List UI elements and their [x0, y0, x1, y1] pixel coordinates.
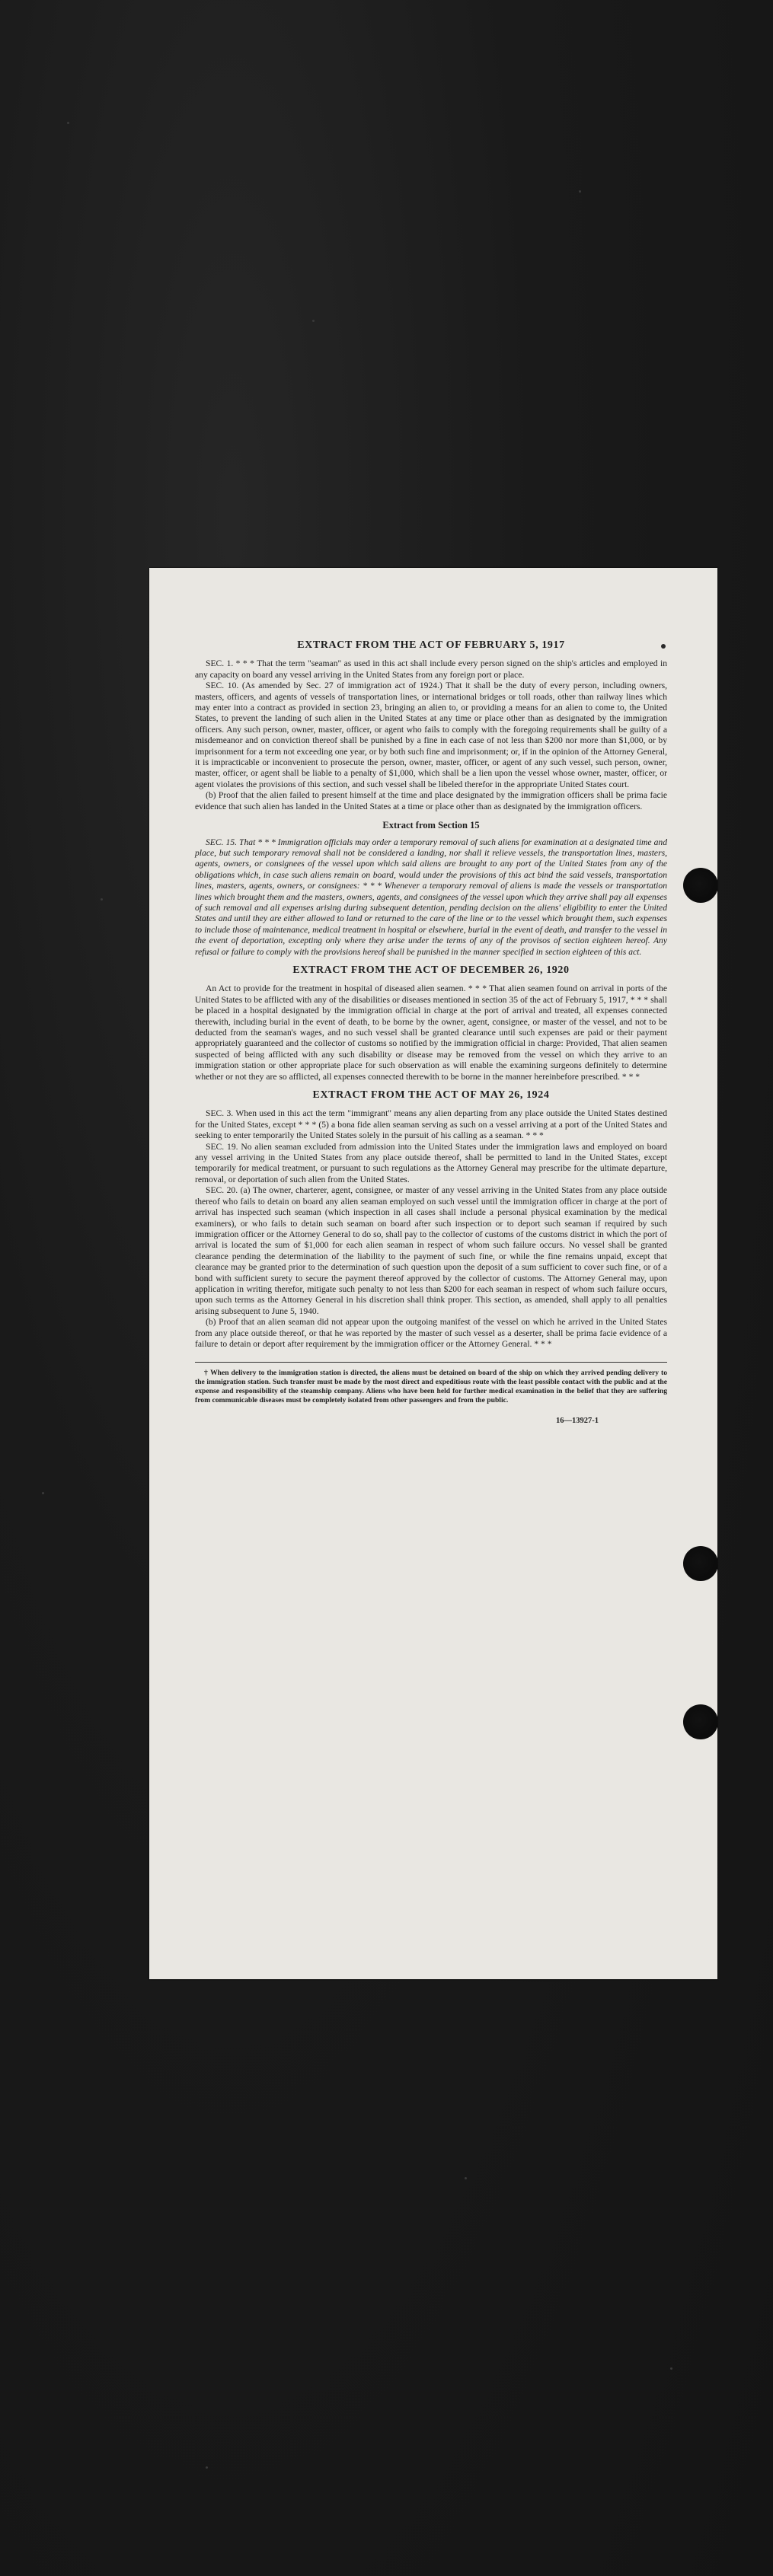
- footnote-divider: [195, 1362, 667, 1363]
- dust-speck: [579, 190, 581, 193]
- heading-act-1920: EXTRACT FROM THE ACT OF DECEMBER 26, 1920: [292, 964, 570, 976]
- heading-section-15: Extract from Section 15: [382, 820, 480, 831]
- paragraph: SEC. 20. (a) The owner, charterer, agent, consignee, or master of any vessel arriving in the United States from any place outside thereof who fails to detain on board any alien seaman employed on such vessel until the immigration officer in charge at the port of arrival has inspected such seaman (which inspection in all cases shall include a personal physical examination by the medical examiners), or who fails to detain such seaman on board after such inspection or to deport such seaman if required by such immigration officer or the Attorney General to do so, shall pay to the collector of customs of the customs district in which the port of arrival is located the sum of $1,000 for each alien seaman in respect of whom such failure occurs. No vessel shall be granted clearance pending the determination of the liability to the payment of such fine, or while the fine remains unpaid, except that clearance may be granted prior to the determination of such question upon the deposit of a sum sufficient to cover such fine, or of a bond with sufficient surety to secure the payment thereof approved by the collector of customs. The Attorney General may, upon application in writing therefor, mitigate such penalty to not less than $200 for each seaman in respect of whom such failure occurs, upon such terms as the Attorney General in his discretion shall think proper. This section, as amended, shall apply to all penalties arising subsequent to June 5, 1940.: [195, 1185, 667, 1316]
- punch-hole: [683, 868, 717, 903]
- document-page: [149, 568, 717, 1979]
- punch-hole: [683, 1546, 717, 1581]
- dust-speck: [206, 2466, 208, 2469]
- dust-speck: [101, 898, 103, 901]
- paragraph: SEC. 3. When used in this act the term "immigrant" means any alien departing from any place outside the United States destined for the United States, except * * * (5) a bona fide alien seaman serving as such on a vessel arriving at a port of the United States and seeking to enter temporarily the United States solely in the pursuit of his calling as a seaman. * * *: [195, 1108, 667, 1141]
- footnote: † When delivery to the immigration station is directed, the aliens must be detained on board of the ship on which they arrived pending delivery to the immigration station. Such transfer must be made by the most direct and expeditious route with the least possible contact with the public and at the expense and responsibility of the steamship company. Aliens who have been held for further medical examination in the belief that they are suffering from communicable diseases must be completely isolated from other passengers and from the public.: [195, 1369, 667, 1404]
- paragraph: SEC. 19. No alien seaman excluded from admission into the United States under the immigration laws and employed on board any vessel arriving in the United States from any place outside thereof, shall be permitted to land in the United States, except temporarily for medical treatment, or pursuant to such regulations as the Attorney General may prescribe for the ultimate departure, removal, or deportation of such alien from the United States.: [195, 1141, 667, 1184]
- heading-act-1924: EXTRACT FROM THE ACT OF MAY 26, 1924: [312, 1089, 550, 1101]
- dust-speck: [42, 1492, 44, 1494]
- dust-speck: [312, 320, 315, 322]
- paragraph: (b) Proof that the alien failed to present himself at the time and place designated by the immigration officers shall be prima facie evidence that such alien has landed in the United States at a time or place other than as designated by the immigration officers.: [195, 790, 667, 811]
- section-act-1917: [195, 640, 667, 812]
- section-act-1924: [195, 1090, 667, 1350]
- punch-hole: [683, 1704, 717, 1739]
- paragraph: (b) Proof that an alien seaman did not appear upon the outgoing manifest of the vessel on which he arrived in the United States from any place outside thereof, or that he was reported by the master of such vessel as a deserter, shall be prima facie evidence of a failure to detain or deport after requirement by the immigration officer or the Attorney General. * * *: [195, 1317, 667, 1349]
- paragraph: An Act to provide for the treatment in hospital of diseased alien seamen. * * * That alien seamen found on arrival in ports of the United States to be afflicted with any of the disabilities or diseases mentioned in section 35 of the act of February 5, 1917, * * * shall be placed in a hospital designated by the immigration official in charge at the port of arrival and treated, all expenses connected therewith, including burial in the event of death, to be borne by the owner, agent, consignee, or master of the vessel, and not to be deducted from the seaman's wages, and no such vessel shall be granted clearance until such expenses are paid or their payment appropriately guaranteed and the collector of customs so notified by the immigration official in charge: Provided, That alien seamen suspected of being afflicted with any such disability or disease may be removed from the vessel on which they arrive to an immigration station or other appropriate place for such observation as will enable the examining surgeons definitely to determine whether or not they are so afflicted, all expenses connected therewith to be borne in the manner hereinbefore prescribed. * * *: [195, 984, 667, 1082]
- dust-speck: [465, 2177, 467, 2179]
- paragraph: SEC. 15. That * * * Immigration officials may order a temporary removal of such aliens for examination at a designated time and place, but such temporary removal shall not be considered a landing, nor shall it relieve vessels, the transportation lines, masters, agents, owners, or consignees of the vessel upon which said aliens are brought to any port of the United States from any of the obligations which, in case such aliens remain on board, would under the provisions of this act bind the said vessels, transportation lines, masters, agents, owners, or consignees: * * * Whenever a temporary removal of aliens is made the vessels or transportation lines which brought them and the masters, owners, agents, and consignees of the vessel upon which they arrive shall pay all expenses of such removal and all expenses arising during subsequent detention, pending decision on the aliens' eligibility to enter the United States and until they are either allowed to land or returned to the care of the line or to the vessel which brought them, such expenses to include those of maintenance, medical treatment in hospital or elsewhere, burial in the event of death, and transfer to the vessel in the event of deportation, excepting only where they arise under the terms of any of the provisos of section eighteen hereof. Any refusal or failure to comply with the provisions hereof shall be punished in the manner specified in section eighteen of this act.: [195, 837, 667, 957]
- document-body: [195, 640, 667, 1427]
- section-act-1920: [195, 965, 667, 1082]
- section-15: [195, 820, 667, 958]
- dust-speck: [670, 2367, 672, 2370]
- heading-act-1917: EXTRACT FROM THE ACT OF FEBRUARY 5, 1917: [297, 639, 565, 651]
- dust-speck: [67, 122, 69, 124]
- paragraph: SEC. 10. (As amended by Sec. 27 of immigration act of 1924.) That it shall be the duty of every person, including owners, masters, officers, and agents of vessels of transportation lines, or international bridges or toll roads, other than railway lines which may enter into a contract as provided in section 23, bringing an alien to, or providing a means for an alien to come to, the United States, to prevent the landing of such alien in the United States at any time or place other than as designated by the immigration officers. Any such person, owner, master, officer, or agent who fails to comply with the foregoing requirements shall be guilty of a misdemeanor and on conviction thereof shall be punished by a fine in each case of not less than $200 nor more than $1,000, or by imprisonment for a term not exceeding one year, or by both such fine and imprisonment; or, if in the opinion of the Attorney General, it is impracticable or inconvenient to prosecute the person, owner, master, officer, or agent of any such vessel, such person, owner, master, officer, or agent shall be liable to a penalty of $1,000, which shall be a lien upon the vessel whose owner, master, officer, or agent violates the provisions of this section, and such vessel shall be libeled therefor in the appropriate United States court.: [195, 681, 667, 789]
- paragraph: SEC. 1. * * * That the term "seaman" as used in this act shall include every person signed on the ship's articles and employed in any capacity on board any vessel arriving in the United States from any foreign port or place.: [195, 658, 667, 680]
- form-number: 16—13927-1: [556, 1416, 599, 1425]
